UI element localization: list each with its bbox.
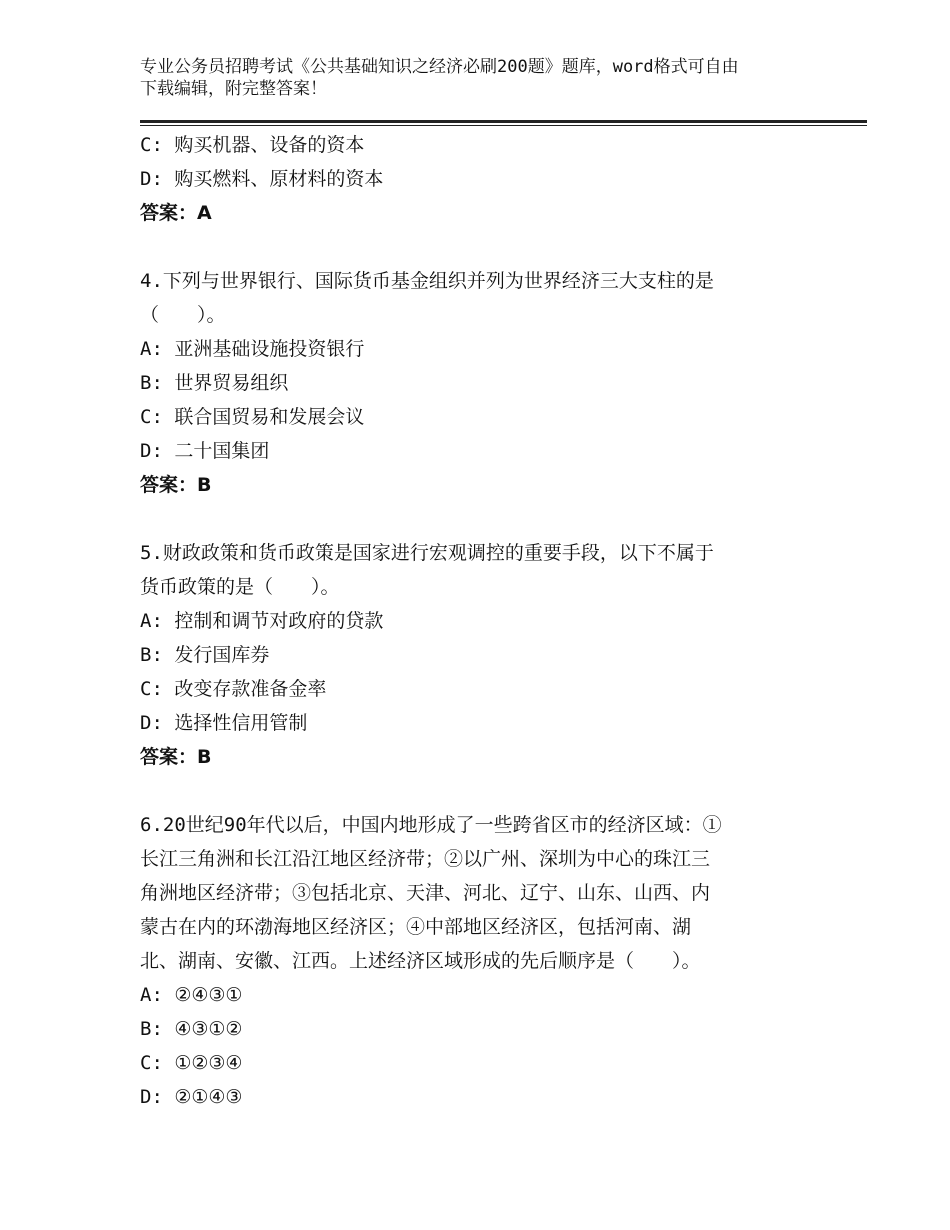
question-stem: 货币政策的是（ ）。 <box>140 576 340 598</box>
option-d: D: 购买燃料、原材料的资本 <box>140 168 384 190</box>
spacer <box>140 502 840 536</box>
option-a: A: 亚洲基础设施投资银行 <box>140 338 365 360</box>
option-b: B: ④③①② <box>140 1018 243 1040</box>
option-b: B: 世界贸易组织 <box>140 372 289 394</box>
header-line-2: 下载编辑，附完整答案！ <box>140 79 327 99</box>
option-a: A: 控制和调节对政府的贷款 <box>140 610 384 632</box>
option-b: B: 发行国库券 <box>140 644 270 666</box>
page-header <box>140 56 820 100</box>
option-a: A: ②④③① <box>140 984 243 1006</box>
option-c: C: ①②③④ <box>140 1052 243 1074</box>
option-d: D: 选择性信用管制 <box>140 712 308 734</box>
option-c: C: 改变存款准备金率 <box>140 678 327 700</box>
question-stem: 6.20世纪90年代以后，中国内地形成了一些跨省区市的经济区域：① <box>140 814 722 836</box>
question-6 <box>140 808 840 1114</box>
question-stem: 蒙古在内的环渤海地区经济区；④中部地区经济区，包括河南、湖 <box>140 916 692 938</box>
question-stem: 角洲地区经济带；③包括北京、天津、河北、辽宁、山东、山西、内 <box>140 882 711 904</box>
question-stem: 长江三角洲和长江沿江地区经济带；②以广州、深圳为中心的珠江三 <box>140 848 711 870</box>
answer: 答案：B <box>140 474 212 496</box>
option-d: D: 二十国集团 <box>140 440 270 462</box>
question-stem: （ ）。 <box>140 304 226 326</box>
document-body <box>140 128 840 1114</box>
question-stem: 5.财政政策和货币政策是国家进行宏观调控的重要手段，以下不属于 <box>140 542 714 564</box>
option-c: C: 联合国贸易和发展会议 <box>140 406 365 428</box>
question-stem: 4.下列与世界银行、国际货币基金组织并列为世界经济三大支柱的是 <box>140 270 714 292</box>
answer: 答案：A <box>140 202 212 224</box>
header-rule-thick <box>140 120 867 123</box>
header-rule-thin <box>140 125 867 126</box>
option-c: C: 购买机器、设备的资本 <box>140 134 365 156</box>
answer: 答案：B <box>140 746 212 768</box>
question-5 <box>140 536 840 774</box>
option-d: D: ②①④③ <box>140 1086 243 1108</box>
header-line-1: 专业公务员招聘考试《公共基础知识之经济必刷200题》题库，word格式可自由 <box>140 57 739 77</box>
question-4 <box>140 264 840 502</box>
spacer <box>140 230 840 264</box>
spacer <box>140 774 840 808</box>
question-stem: 北、湖南、安徽、江西。上述经济区域形成的先后顺序是（ ）。 <box>140 950 701 972</box>
question-3-tail <box>140 128 840 230</box>
